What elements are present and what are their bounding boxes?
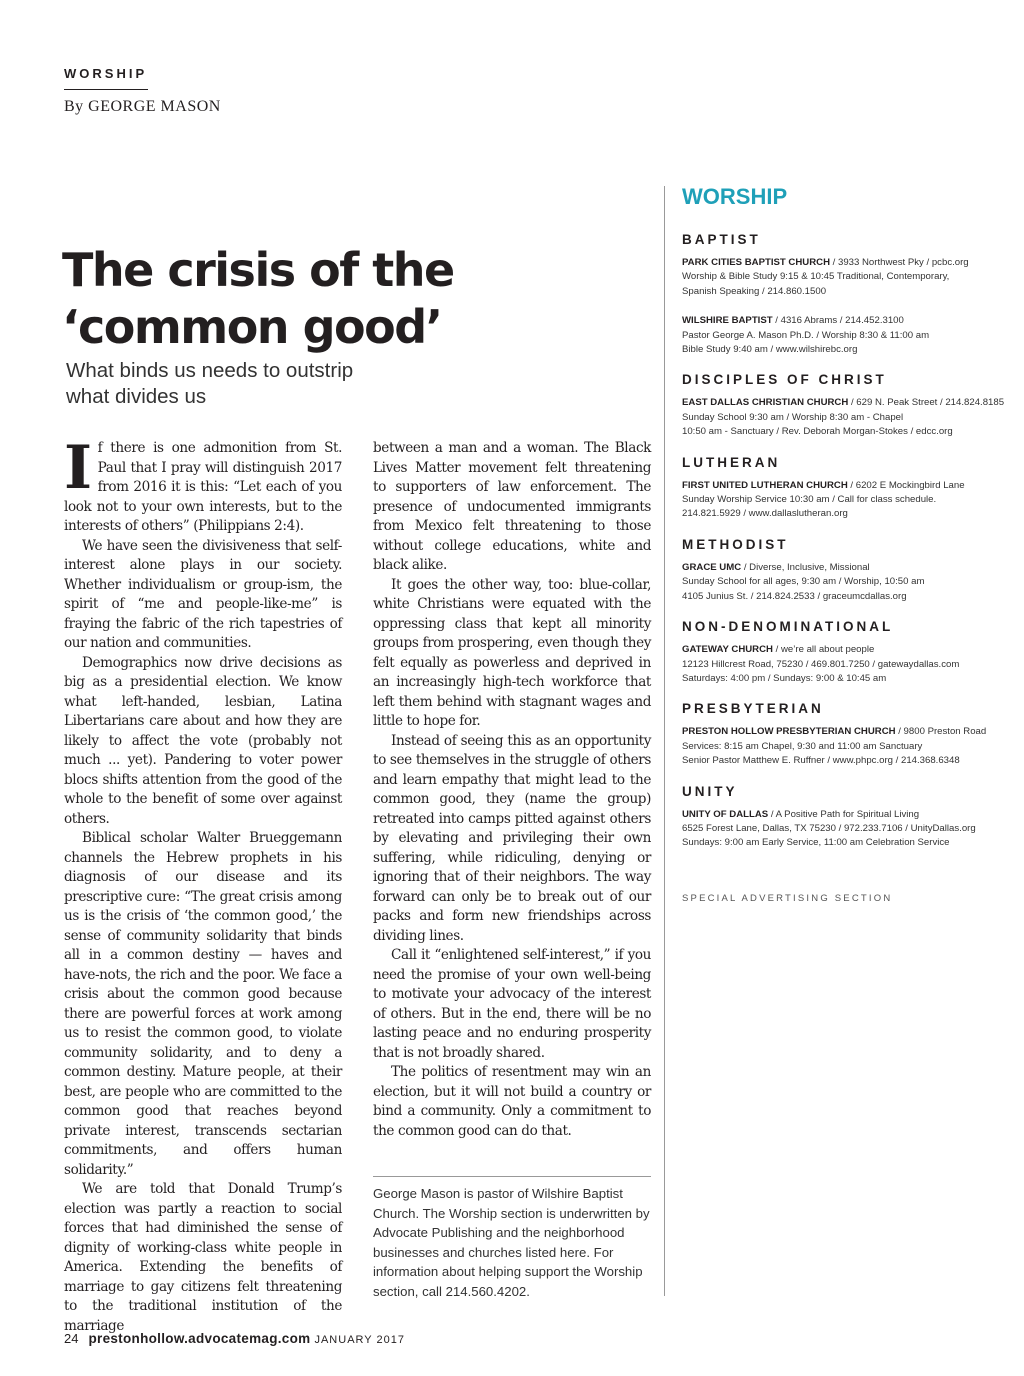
paragraph: Instead of seeing this as an opportunity to see themselves in the struggle of others and learn empathy that might lead to the common good, they (name the group) retreated into camps pitted against others by elevating and privileging their own suffering, while ridiculing, denying or ignoring that of their neighbors. The way forward can only be to break out of our packs and form new friendships across dividing lines. (373, 732, 651, 944)
article-column-2 (373, 439, 651, 1141)
church-info-line: Worship & Bible Study 9:15 & 10:45 Traditional, Contemporary, (682, 271, 950, 283)
denomination-group (682, 537, 1012, 604)
church-details: / 6202 E Mockingbird Lane (847, 479, 965, 491)
church-details: / Diverse, Inclusive, Missional (741, 561, 870, 573)
denomination-heading: UNITY (682, 783, 738, 799)
page-number: 24 (64, 1331, 79, 1346)
denomination-list (682, 232, 1012, 851)
paragraph: Demographics now drive decisions as big as a presidential election. We know what left-handed, lesbian, Latina Libertarians care about and how they are likely to affect the vote (probably not much ... yet). Pandering to voter power blocs shifts attention from the good of the whole to the benefit of some over against others. (64, 654, 342, 827)
dek-line-2: what divides us (66, 385, 207, 408)
church-info-line: Pastor George A. Mason Ph.D. / Worship 8:30 & 11:00 am (682, 329, 930, 341)
church-name: PARK CITIES BAPTIST CHURCH (682, 257, 830, 268)
church-name: WILSHIRE BAPTIST (682, 315, 773, 327)
church-name: EAST DALLAS CHRISTIAN CHURCH (682, 397, 849, 409)
denomination-group (682, 784, 1012, 851)
worship-directory (682, 184, 1012, 904)
dek (66, 358, 466, 410)
denomination-group (682, 455, 1012, 522)
church-info-line: 4105 Junius St. / 214.824.2533 / graceumcdallas.org (682, 590, 907, 602)
church-info-line: Spanish Speaking / 214.860.1500 (682, 285, 827, 297)
author-bio: George Mason is pastor of Wilshire Baptist Church. The Worship section is underwritten by Advocate Publishing and the neighborhood businesses and churches listed here. For information about helping support the Worship section, call 214.560.4202. (373, 1186, 650, 1299)
church-listing (682, 479, 1012, 522)
paragraph: Biblical scholar Walter Brueggemann channels the Hebrew prophets in his diagnosis of our disease and its prescriptive cure: “The great crisis among us is the crisis of ‘the common good,’ the sense of community solidarity that binds all in a common destiny — haves and have-nots, the rich and the poor. We face a crisis about the common good because there are powerful forces at work among us to resist the common good, to violate community solidarity, and to deny a common destiny. Mature people, at their best, are people who are committed to the common good that reaches beyond private interest, transcends sectarian commitments, and offers human solidarity.” (64, 830, 342, 1178)
church-name: GRACE UMC (682, 561, 742, 573)
headline (62, 242, 622, 356)
section-label: WORSHIP (64, 66, 148, 81)
church-name: FIRST UNITED LUTHERAN CHURCH (682, 479, 848, 491)
sidebar-divider (664, 186, 665, 1296)
church-info-line: Bible Study 9:40 am / www.wilshirebc.org (682, 344, 858, 356)
church-listing (682, 396, 1012, 439)
footer-date: JANUARY 2017 (314, 1334, 405, 1346)
church-listing (682, 314, 1012, 357)
page-footer (64, 1331, 405, 1346)
drop-cap: I (64, 433, 92, 503)
directory-title: WORSHIP (682, 184, 788, 209)
church-listing (682, 725, 1012, 768)
paragraph: We have seen the divisiveness that self-interest alone plays in our society. Whether individualism or group-ism, the spirit of “me and people-like-me” is fraying the fabric of the rich tapestries of our nation and communities. (64, 537, 342, 651)
church-details: / 3933 Northwest Pky / pcbc.org (830, 257, 969, 268)
byline: By GEORGE MASON (64, 98, 221, 115)
church-name: PRESTON HOLLOW PRESBYTERIAN CHURCH (682, 726, 896, 738)
denomination-group (682, 701, 1012, 768)
church-details: / 4316 Abrams / 214.452.3100 (772, 315, 904, 327)
church-info-line: Sunday School 9:30 am / Worship 8:30 am - Chapel (682, 411, 904, 423)
dek-line-1: What binds us needs to outstrip (66, 359, 354, 382)
church-info-line: Sunday Worship Service 10:30 am / Call for class schedule. (682, 494, 937, 506)
church-info-line: 12123 Hillcrest Road, 75230 / 469.801.7250 / gatewaydallas.com (682, 658, 960, 670)
denomination-heading: LUTHERAN (682, 454, 781, 470)
section-rule (64, 89, 148, 90)
church-info-line: Sunday School for all ages, 9:30 am / Worship, 10:50 am (682, 576, 925, 588)
special-advertising-label: SPECIAL ADVERTISING SECTION (682, 892, 893, 904)
denomination-group (682, 232, 1012, 357)
church-listing (682, 808, 1012, 851)
church-info-line: Saturdays: 4:00 pm / Sundays: 9:00 & 10:45 am (682, 672, 887, 684)
footer-site: prestonhollow.advocatemag.com (88, 1331, 311, 1346)
denomination-heading: PRESBYTERIAN (682, 701, 824, 717)
paragraph: between a man and a woman. The Black Lives Matter movement felt threatening to supporters of law enforcement. The presence of undocumented immigrants from Mexico felt threatening to those without college educations, white and black alike. (373, 440, 651, 573)
bio-divider (373, 1176, 651, 1177)
church-name: UNITY OF DALLAS (682, 808, 769, 820)
denomination-heading: DISCIPLES OF CHRIST (682, 372, 887, 388)
church-listing (682, 561, 1012, 604)
headline-line-2: ‘common good’ (62, 300, 442, 354)
paragraph: The politics of resentment may win an election, but it will not build a country or bind a community. Only a commitment to the common good can do that. (373, 1064, 651, 1139)
church-info-line: 6525 Forest Lane, Dallas, TX 75230 / 972.233.7106 / UnityDallas.org (682, 822, 976, 834)
denomination-heading: METHODIST (682, 536, 789, 552)
church-listing (682, 643, 1012, 686)
church-details: / 629 N. Peak Street / 214.824.8185 (848, 397, 1005, 409)
paragraph: It goes the other way, too: blue-collar, white Christians were equated with the oppressing class that kept all minority groups from prospering, even though they felt equally as powerless and deprived in an increasingly high-tech workforce that left them behind with stagnant wages and little to hope for. (373, 576, 651, 729)
church-info-line: 214.821.5929 / www.dallaslutheran.org (682, 508, 848, 520)
church-info-line: 10:50 am - Sanctuary / Rev. Deborah Morgan-Stokes / edcc.org (682, 426, 953, 438)
church-listing (682, 256, 1012, 299)
denomination-group (682, 619, 1012, 686)
church-info-line: Senior Pastor Matthew E. Ruffner / www.phpc.org / 214.368.6348 (682, 755, 960, 767)
church-details: / A Positive Path for Spiritual Living (768, 808, 920, 820)
paragraph: We are told that Donald Trump’s election was partly a reaction to social forces that had diminished the sense of dignity of working-class white people in America. Extending the benefits of marriage to gay citizens felt threatening to the traditional institution of the marriage (64, 1181, 342, 1334)
church-details: / we’re all about people (772, 644, 875, 656)
church-name: GATEWAY CHURCH (682, 644, 773, 656)
church-details: / 9800 Preston Road (895, 726, 987, 738)
denomination-heading: NON-DENOMINATIONAL (682, 619, 894, 635)
church-info-line: Sundays: 9:00 am Early Service, 11:00 am Celebration Service (682, 837, 950, 849)
paragraph: Call it “enlightened self-interest,” if you need the promise of your own well-being to motivate your advocacy of the interest of others. But in the end, there will be no lasting peace and no enduring prosperity that is not broadly shared. (373, 947, 651, 1061)
paragraph: If there is one admonition from St. Paul that I pray will distinguish 2017 from 2016 it is this: “Let each of you look not to your own interests, but to the interests of others” (Philippians 2:4). (64, 433, 342, 534)
church-info-line: Services: 8:15 am Chapel, 9:30 and 11:00 am Sanctuary (682, 740, 923, 752)
article-column-1 (64, 433, 342, 1336)
denomination-heading: BAPTIST (682, 232, 761, 247)
denomination-group (682, 372, 1012, 439)
headline-line-1: The crisis of the (62, 243, 454, 297)
